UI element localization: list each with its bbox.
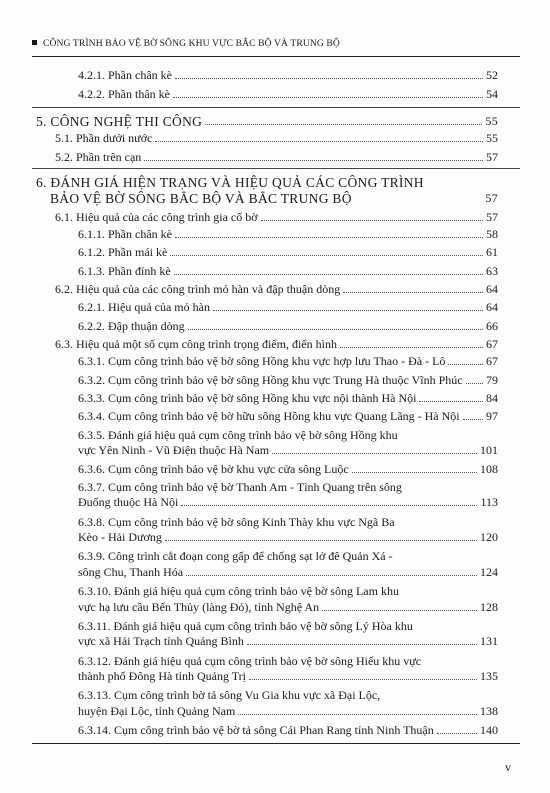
toc-entry-page: 57	[485, 191, 498, 205]
toc-entry[interactable]	[78, 264, 498, 279]
toc-entry[interactable]	[78, 300, 498, 315]
toc-entry-label: 6.3.4. Cụm công trình bảo vệ bờ hữu sông Hồng khu vực Quang Lãng - Hà Nội	[78, 409, 460, 424]
toc-entry[interactable]	[78, 515, 498, 530]
toc-entry-label: 6.3.8. Cụm công trình bảo vệ bờ sông Kinh Thày khu vực Ngã Ba	[78, 514, 395, 529]
toc-entry-page: 64	[486, 282, 498, 296]
toc-entry[interactable]	[55, 131, 498, 146]
toc-entry-label: BẢO VỆ BỜ SÔNG BẮC BỘ VÀ BẮC TRUNG BỘ	[50, 191, 352, 206]
toc-entry[interactable]	[55, 282, 498, 297]
toc-entry-page: 128	[480, 599, 498, 614]
toc-entry-label: sông Chu, Thanh Hóa	[78, 564, 184, 579]
toc-entry-continued[interactable]	[78, 634, 498, 649]
toc-entry-label: Kèo - Hải Dương	[78, 530, 162, 544]
toc-entry-page: 52	[486, 68, 498, 82]
toc-entry-label: 6.2.2. Đập thuận dòng	[78, 318, 185, 333]
toc-entry-label: 6.3.10. Đánh giá hiệu quả cụm công trình bảo vệ bờ sông Lam khu	[78, 584, 399, 599]
toc-entry-page: 131	[480, 634, 498, 649]
running-header	[32, 38, 512, 52]
toc-entry-page: 124	[480, 564, 498, 579]
toc-entry[interactable]	[78, 619, 498, 634]
square-bullet-icon	[32, 40, 37, 45]
toc-entry-continued[interactable]	[78, 443, 498, 458]
footer-rule	[32, 743, 520, 744]
toc-entry-page: 58	[486, 227, 498, 241]
toc-entry-label: 6.1. Hiệu quả của các công trình gia cố bờ	[55, 209, 258, 224]
toc-entry[interactable]	[78, 354, 498, 369]
toc-entry[interactable]	[55, 337, 498, 352]
toc-entry[interactable]	[78, 428, 498, 443]
toc-entry-page: 79	[486, 372, 498, 387]
toc-entry-label: 4.2.2. Phần thân kè	[78, 87, 170, 101]
toc-entry[interactable]	[55, 210, 498, 225]
toc-entry-continued[interactable]	[78, 565, 498, 580]
toc-entry-page: 63	[486, 263, 498, 278]
page-number: v	[505, 760, 511, 774]
toc-entry[interactable]	[78, 480, 498, 495]
toc-entry-label: 6.3.5. Đánh giá hiệu quả cụm công trình bảo vệ bờ sông Hồng khu	[78, 427, 398, 442]
running-header-text: CÔNG TRÌNH BẢO VỆ BỜ SÔNG KHU VỰC BẮC BỘ VÀ TRUNG BỘ	[43, 38, 340, 49]
toc-entry-label: vực xã Hải Trạch tỉnh Quảng Bình	[78, 634, 244, 649]
toc-entry[interactable]	[78, 723, 498, 738]
toc-entry-label: vực hạ lưu cầu Bến Thủy (làng Đỏ), tỉnh Nghệ An	[78, 599, 320, 614]
toc-entry-page: 84	[486, 391, 498, 406]
toc-entry-label: 6. ĐÁNH GIÁ HIỆN TRẠNG VÀ HIỆU QUẢ CÁC CÔNG TRÌNH	[36, 175, 424, 190]
toc-entry[interactable]	[78, 654, 498, 669]
toc-entry-label: 5.2. Phần trên cạn	[55, 150, 142, 164]
toc-entry-continued[interactable]	[78, 704, 498, 719]
toc-entry-label: 6.3.1. Cụm công trình bảo vệ bờ sông Hồng khu vực hợp lưu Thao - Đà - Lô	[78, 354, 446, 369]
toc-entry[interactable]	[78, 409, 498, 424]
toc-entry-page: 57	[486, 209, 498, 224]
toc-entry-page: 67	[486, 337, 498, 351]
toc-entry-label: 6.3.3. Cụm công trình bảo vệ bờ sông Hồng khu vực nội thành Hà Nội	[78, 391, 417, 406]
toc-entry-label: 6.3. Hiệu quả một số cụm công trình trọng điểm, điển hình	[55, 337, 337, 351]
toc-entry[interactable]	[78, 584, 498, 599]
toc-entry-page: 55	[486, 131, 498, 145]
toc-entry-label: 6.2. Hiệu quả của các công trình mỏ hàn và đập thuận dòng	[55, 282, 341, 296]
toc-entry-continued[interactable]	[78, 495, 498, 510]
toc-entry[interactable]	[78, 319, 498, 334]
toc-entry-page: 64	[486, 300, 498, 315]
toc-entry-page: 101	[480, 443, 498, 458]
toc-entry-page: 57	[486, 150, 498, 164]
toc-entry-page: 135	[480, 669, 498, 683]
toc-entry-label: 6.3.12. Đánh giá hiệu quả cụm công trình bảo vệ bờ sông Hiếu khu vực	[78, 653, 422, 668]
toc-entry-page: 120	[480, 530, 498, 544]
toc-entry-page: 55	[485, 114, 498, 128]
toc-entry-page: 138	[480, 703, 498, 718]
toc-entry-page: 67	[486, 354, 498, 369]
toc-entry-continued[interactable]	[78, 600, 498, 615]
toc-entry-label: 6.3.11. Đánh giá hiệu quả cụm công trình bảo vệ bờ sông Lý Hòa khu	[78, 618, 413, 633]
toc-entry[interactable]	[78, 68, 498, 83]
toc-chapter-continued[interactable]	[50, 191, 498, 206]
toc-entry-label: 6.3.6. Cụm công trình bảo vệ bờ khu vực cửa sông Luộc	[78, 461, 349, 476]
toc-entry-page: 140	[480, 723, 498, 737]
toc-entry-label: 6.3.14. Cụm công trình bảo vệ bờ tả sông Cái Phan Rang tỉnh Ninh Thuận	[78, 723, 434, 737]
toc-entry-label: 6.3.13. Cụm công trình bờ tả sông Vu Gia khu vực xã Đại Lộc,	[78, 688, 381, 703]
toc-entry-continued[interactable]	[78, 530, 498, 545]
toc-entry-label: 6.3.2. Cụm công trình bảo vệ bờ sông Hồng khu vực Trung Hà thuộc Vĩnh Phúc	[78, 372, 463, 387]
toc-entry-page: 108	[480, 461, 498, 476]
toc-entry[interactable]	[78, 462, 498, 477]
toc-entry-continued[interactable]	[78, 669, 498, 684]
toc-entry-label: 6.2.1. Hiệu quả của mỏ hàn	[78, 300, 210, 315]
toc-entry-page: 54	[486, 87, 498, 101]
toc-entry-label: 5.1. Phần dưới nước	[55, 131, 153, 145]
toc-entry[interactable]	[78, 373, 498, 388]
toc-entry-label: 5. CÔNG NGHỆ THI CÔNG	[36, 114, 203, 129]
toc-entry[interactable]	[78, 391, 498, 406]
toc-entry-label: 6.3.9. Công trình cắt đoạn cong gấp để chống sạt lở đê Quản Xá -	[78, 549, 393, 564]
toc-entry-page: 66	[486, 318, 498, 333]
toc-entry-label: 4.2.1. Phần chân kè	[78, 68, 172, 82]
toc-chapter[interactable]	[36, 114, 498, 129]
toc-entry-page: 61	[486, 245, 498, 260]
toc-chapter[interactable]	[36, 175, 498, 190]
toc-entry-label: 6.1.1. Phần chân kè	[78, 227, 172, 241]
toc-entry[interactable]	[78, 87, 498, 102]
toc-entry-label: Đuống thuộc Hà Nội	[78, 495, 179, 510]
section-divider	[32, 168, 520, 169]
toc-entry-label: vực Yên Ninh - Vũ Điện thuộc Hà Nam	[78, 443, 270, 458]
toc-entry-label: thành phố Đông Hà tỉnh Quảng Trị	[78, 669, 246, 683]
toc-entry-page: 97	[486, 409, 498, 424]
toc-entry[interactable]	[78, 227, 498, 242]
section-divider	[32, 107, 520, 108]
toc-entry-label: huyện Đại Lộc, tỉnh Quảng Nam	[78, 703, 236, 718]
toc-entry-label: 6.1.3. Phần đỉnh kè	[78, 263, 171, 278]
toc-entry[interactable]	[78, 549, 498, 564]
toc-entry-page: 113	[480, 495, 498, 510]
toc-entry[interactable]	[78, 688, 498, 703]
toc-entry-label: 6.3.7. Cụm công trình bảo vệ bờ Thanh Am - Tình Quang trên sông	[78, 479, 402, 494]
header-rule	[32, 56, 520, 57]
toc-entry-label: 6.1.2. Phần mái kè	[78, 245, 168, 260]
toc-entry[interactable]	[55, 150, 498, 165]
toc-entry[interactable]	[78, 245, 498, 260]
